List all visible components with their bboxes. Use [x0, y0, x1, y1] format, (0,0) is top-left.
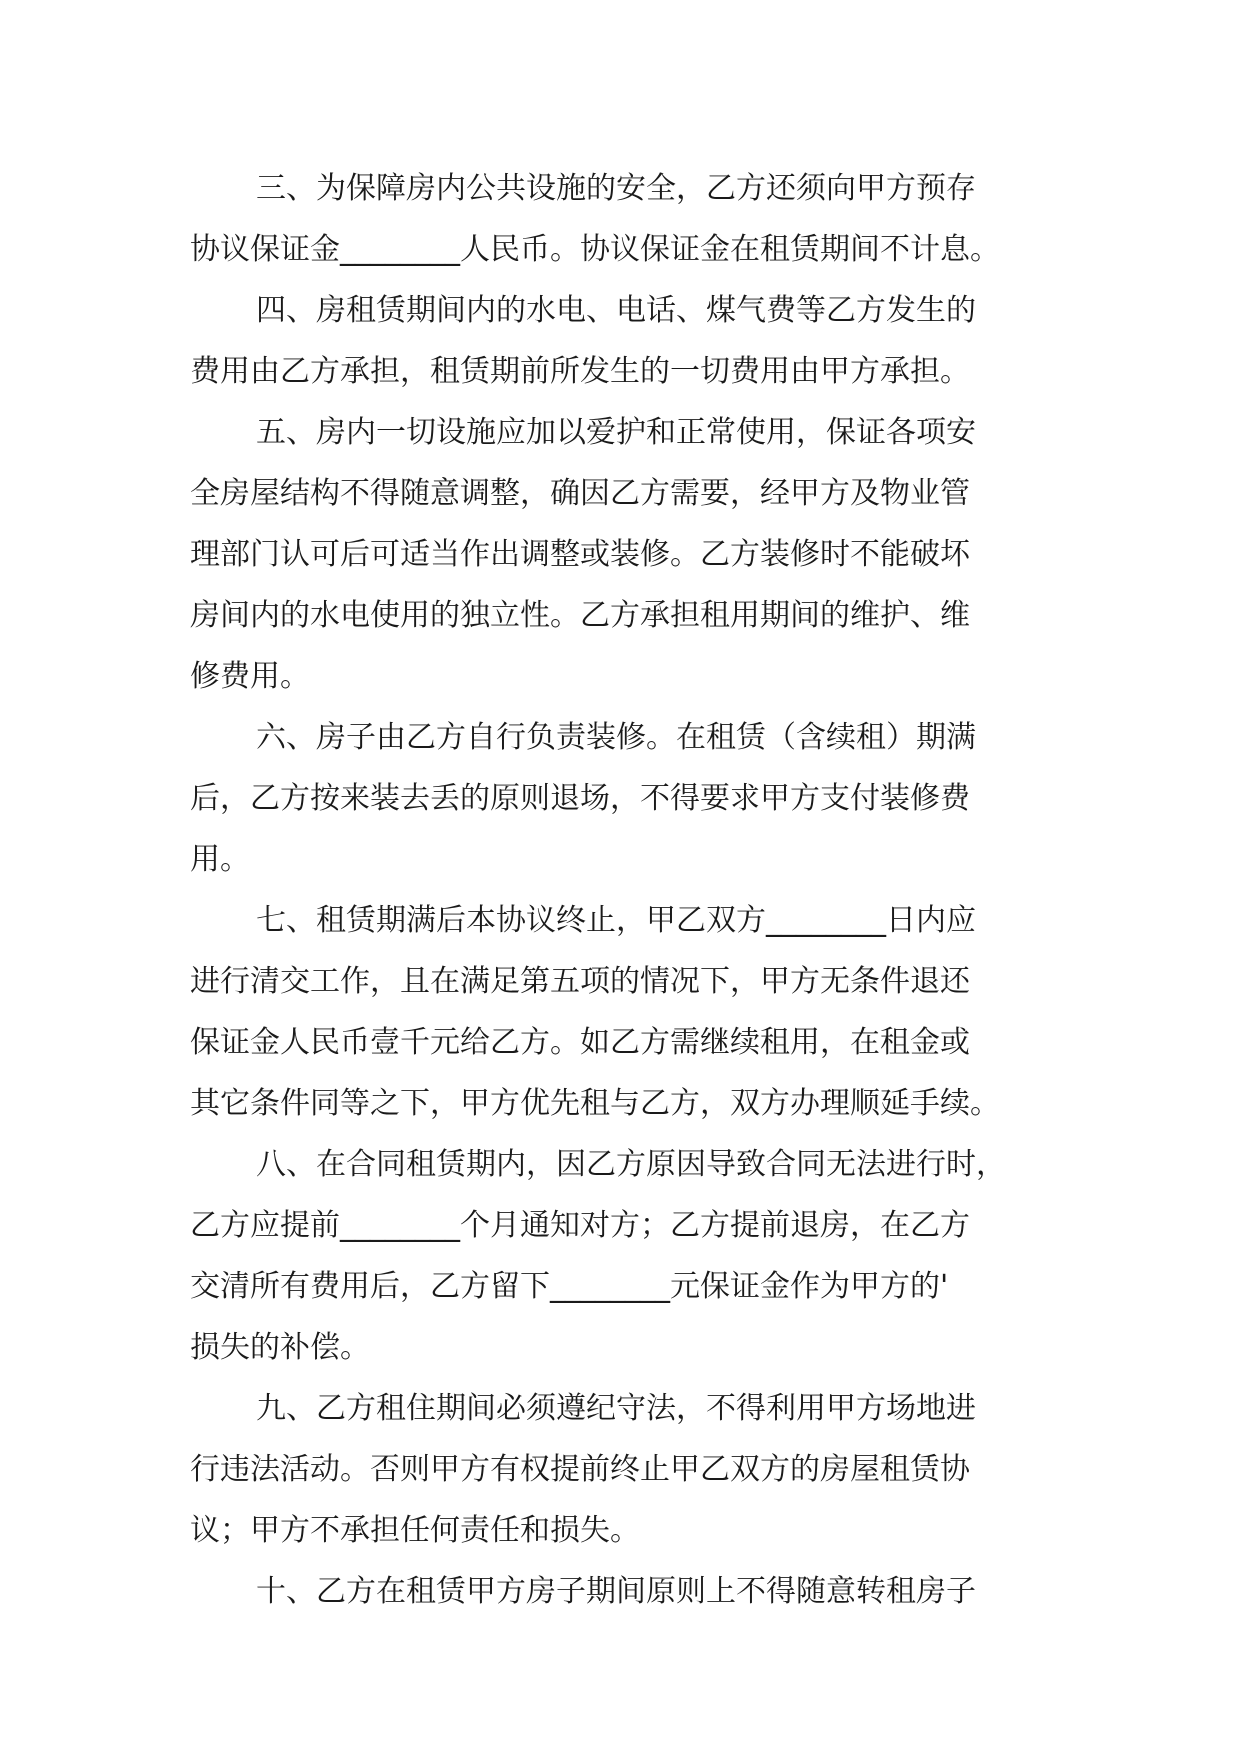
text-line: 六、房子由乙方自行负责装修。在租赁（含续租）期满 — [256, 720, 976, 755]
text-line: 损失的补偿。 — [190, 1330, 370, 1365]
text-line: 用。 — [190, 842, 250, 877]
text-line: 三、为保障房内公共设施的安全，乙方还须向甲方预存 — [256, 171, 976, 206]
text-line: 进行清交工作，且在满足第五项的情况下，甲方无条件退还 — [190, 964, 970, 999]
text-line: 保证金人民币壹千元给乙方。如乙方需继续租用，在租金或 — [190, 1025, 970, 1060]
text-line: 全房屋结构不得随意调整，确因乙方需要，经甲方及物业管 — [190, 476, 970, 511]
text-line: 九、乙方租住期间必须遵纪守法，不得利用甲方场地进 — [256, 1391, 976, 1426]
text-line: 费用由乙方承担，租赁期前所发生的一切费用由甲方承担。 — [190, 354, 970, 389]
text-line: 五、房内一切设施应加以爱护和正常使用，保证各项安 — [256, 415, 976, 450]
text-line: 修费用。 — [190, 659, 310, 694]
text-line: 七、租赁期满后本协议终止，甲乙双方________日内应 — [256, 903, 976, 938]
text-line: 十、乙方在租赁甲方房子期间原则上不得随意转租房子 — [256, 1574, 976, 1609]
text-line: 乙方应提前________个月通知对方；乙方提前退房，在乙方 — [190, 1208, 970, 1243]
text-line: 行违法活动。否则甲方有权提前终止甲乙双方的房屋租赁协 — [190, 1452, 970, 1487]
text-line: 八、在合同租赁期内，因乙方原因导致合同无法进行时， — [256, 1147, 1006, 1182]
text-line: 其它条件同等之下，甲方优先租与乙方，双方办理顺延手续。 — [190, 1086, 1000, 1121]
text-line: 后，乙方按来装去丢的原则退场，不得要求甲方支付装修费 — [190, 781, 970, 816]
text-line: 协议保证金________人民币。协议保证金在租赁期间不计息。 — [190, 232, 1000, 267]
text-line: 四、房租赁期间内的水电、电话、煤气费等乙方发生的 — [256, 293, 976, 328]
text-line: 议；甲方不承担任何责任和损失。 — [190, 1513, 640, 1548]
text-line: 房间内的水电使用的独立性。乙方承担租用期间的维护、维 — [190, 598, 970, 633]
document-body — [190, 158, 1050, 1622]
text-line: 理部门认可后可适当作出调整或装修。乙方装修时不能破坏 — [190, 537, 970, 572]
text-line: 交清所有费用后，乙方留下________元保证金作为甲方的' — [190, 1269, 949, 1304]
